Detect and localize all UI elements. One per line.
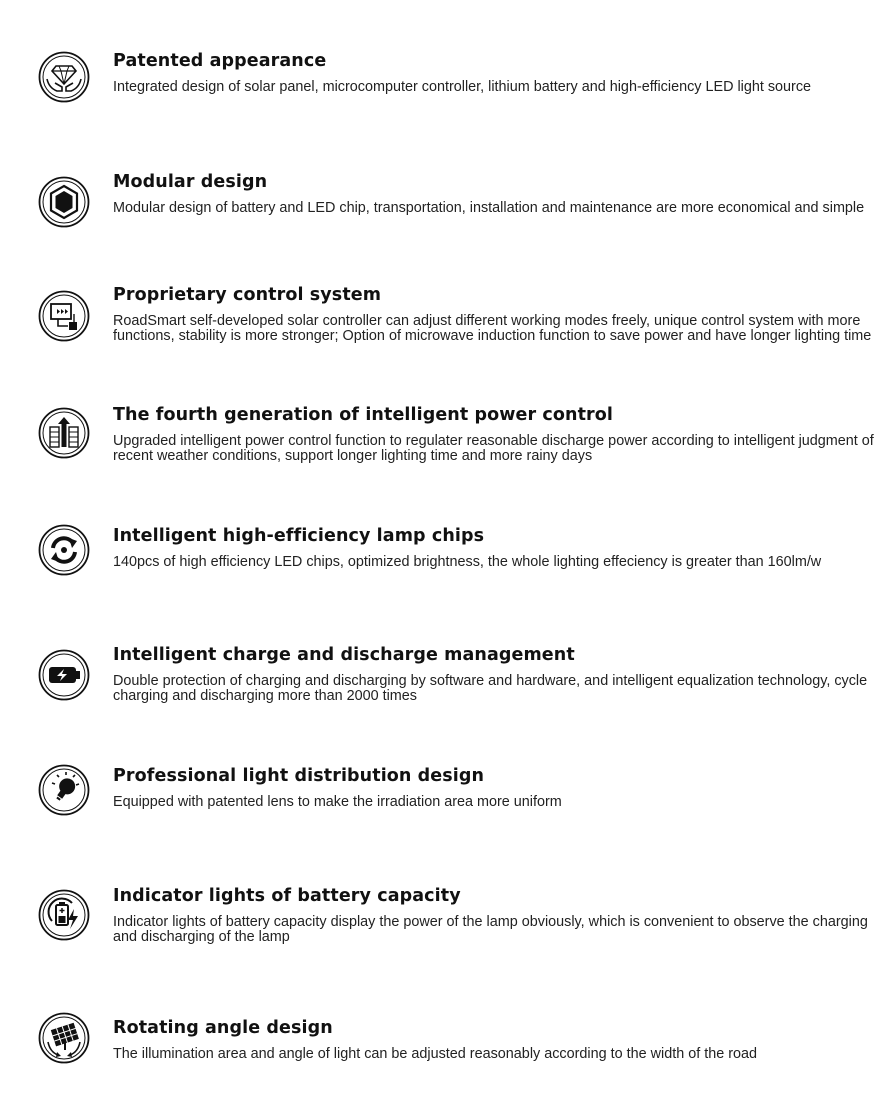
feature-title: Intelligent charge and discharge management: [113, 645, 575, 665]
battery-indicator-icon: [38, 889, 90, 941]
feature-title: Rotating angle design: [113, 1018, 333, 1038]
feature-description: Modular design of battery and LED chip, transportation, installation and maintenance are more economical and simple: [113, 200, 865, 216]
feature-description: RoadSmart self-developed solar controller can adjust different working modes freely, unique control system with more functions, stability is more stronger; Option of microwave induction function to save power and have longer lighting time: [113, 313, 872, 345]
battery-charge-icon: [38, 649, 90, 701]
rotating-panel-icon: [38, 1012, 90, 1064]
feature-title: Proprietary control system: [113, 285, 382, 305]
feature-description: Upgraded intelligent power control function to regulater reasonable discharge power according to intelligent judgment of recent weather conditions, support longer lighting time and more rainy days: [113, 433, 874, 465]
feature-title: Intelligent high-efficiency lamp chips: [113, 526, 485, 546]
control-system-icon: [38, 290, 90, 342]
feature-title: Patented appearance: [113, 51, 327, 71]
feature-description: Double protection of charging and discharging by software and hardware, and intelligent equalization technology, cycle charging and discharging more than 2000 times: [113, 673, 868, 705]
diamond-hands-icon: [38, 51, 90, 103]
feature-description: 140pcs of high efficiency LED chips, optimized brightness, the whole lighting effeciency is greater than 160lm/w: [113, 554, 822, 570]
feature-description: Equipped with patented lens to make the irradiation area more uniform: [113, 794, 562, 810]
hexagon-module-icon: [38, 176, 90, 228]
feature-description: Indicator lights of battery capacity display the power of the lamp obviously, which is convenient to observe the charging and discharging of the lamp: [113, 914, 868, 946]
feature-title: Modular design: [113, 172, 268, 192]
power-control-icon: [38, 407, 90, 459]
feature-title: The fourth generation of intelligent power control: [113, 405, 614, 425]
feature-description: The illumination area and angle of light can be adjusted reasonably according to the width of the road: [113, 1046, 758, 1062]
feature-description: Integrated design of solar panel, microcomputer controller, lithium battery and high-efficiency LED light source: [113, 79, 812, 95]
refresh-chip-icon: [38, 524, 90, 576]
feature-title: Professional light distribution design: [113, 766, 485, 786]
light-bulb-icon: [38, 764, 90, 816]
feature-title: Indicator lights of battery capacity: [113, 886, 461, 906]
